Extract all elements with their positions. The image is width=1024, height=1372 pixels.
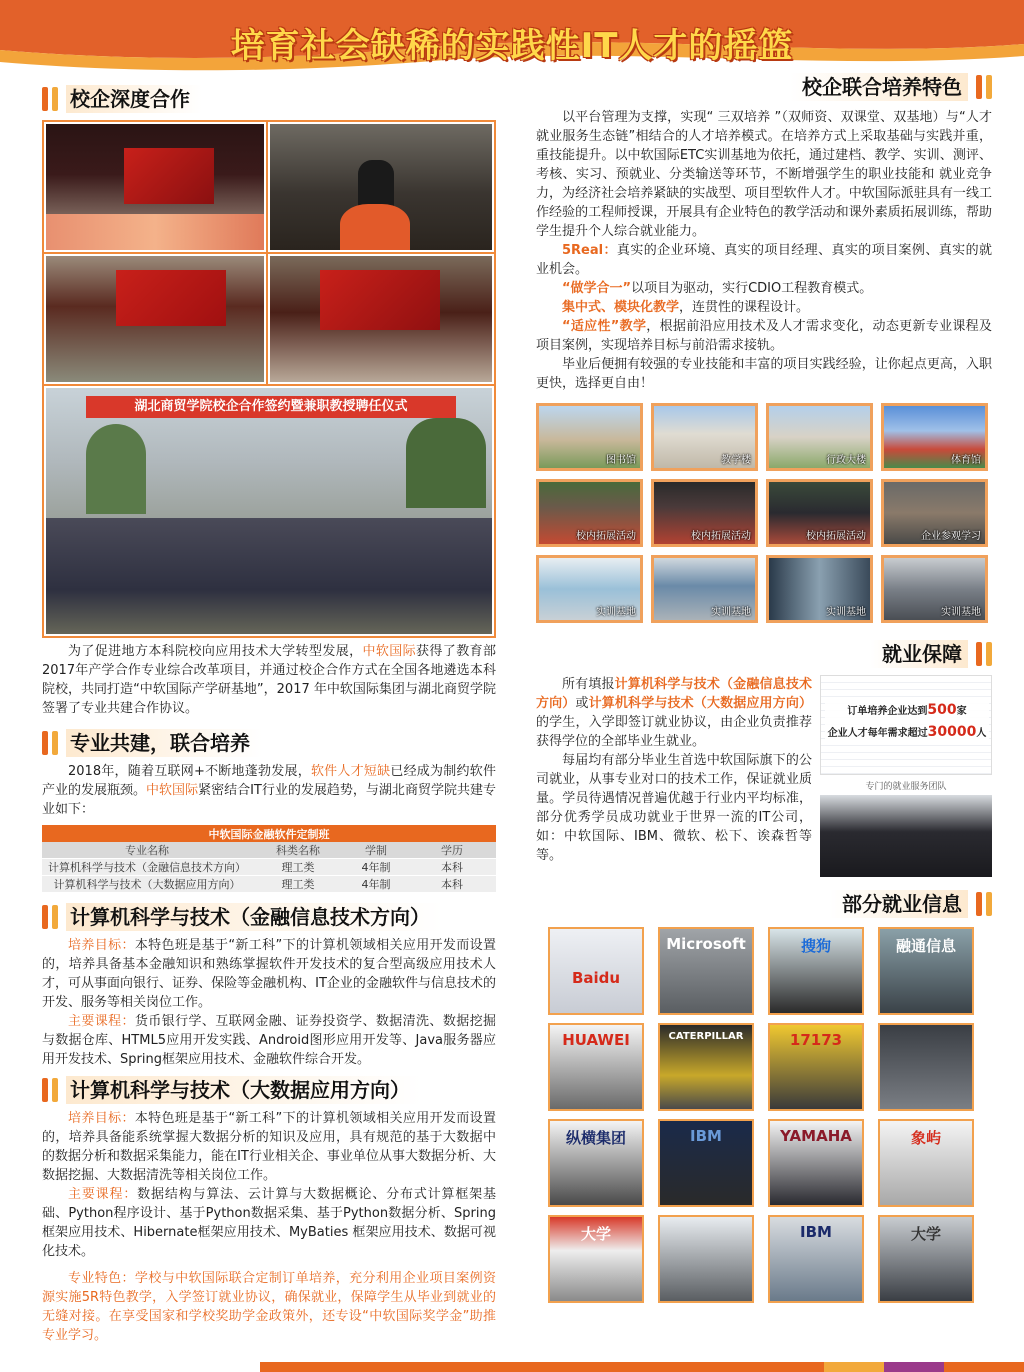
employment-quality-paragraph: 每届均有部分毕业生首选中软国际旗下的公司就业，从事专业对口的技术工作，保证就业质量。学员待遇情况普遍优越于行业内平均标准，部分优秀学员成功就业于世界一流的IT公司，如：中软国际、IBM、微软、松下、诶森哲等等。 [536,753,812,863]
campus-photo: 行政大楼 [766,403,873,471]
section-heading: 校企联合培养特色 [536,72,992,102]
table-header: 学历 [408,842,496,859]
cobuild-paragraph: 2018年，随着互联网+不断地蓬勃发展，软件人才短缺已经成为制约软件产业的发展瓶颈。中软国际紧密结合IT行业的发展趋势，与湖北商贸学院共建专业如下： [42,764,496,817]
photo-signing-left [44,254,266,384]
employment-photo: HUAWEI [548,1023,644,1111]
table-header: 学制 [344,842,408,859]
campus-photo: 校内拓展活动 [766,479,873,547]
section-heading: 就业保障 [536,639,992,669]
page-title: 培育社会缺稀的实践性IT人才的摇篮 [230,26,794,66]
employment-photo: 大学 [548,1215,644,1303]
employment-photo-grid [548,927,992,1303]
employment-photo: 17173 [768,1023,864,1111]
ceremony-banner: 湖北商贸学院校企合作签约暨兼职教授聘任仪式 [86,396,456,418]
employment-photo: 搜狗 [768,927,864,1015]
section-heading: 计算机科学与技术（大数据应用方向） [42,1075,496,1105]
employment-paragraph: 所有填报计算机科学与技术（金融信息技术方向）或计算机科学与技术（大数据应用方向）的学生，入学即签订就业协议，由企业负责推荐获得学位的全部毕业生就业。 [536,677,812,749]
bigdata-goal: 培养目标：本特色班是基于“新工科”下的计算机领域相关应用开发而设置的，培养具备能系统掌握大数据分析的知识及应用，具有规范的基于大数据中的数据分析和数据采集能力，能在IT行业相关企、事业单位从事大数据分析、大数据挖掘、大数据清洗等相关岗位工作。 [42,1111,496,1183]
section-heading: 部分就业信息 [536,889,992,919]
employment-photo: Baidu [548,927,644,1015]
photo-signing-right [268,254,494,384]
right-column [536,72,992,1303]
employment-photo: 纵横集团 [548,1119,644,1207]
photo-ceremony-stage [44,122,266,252]
team-caption: 专门的就业服务团队 [865,782,947,792]
cooperation-paragraph: 为了促进地方本科院校向应用技术大学转型发展，中软国际获得了教育部2017年产学合作专业综合改革项目，并通过校企合作方式在全国各地遴选本科院校，共同打造“中软国际产学研基地”，2017 年中软国际集团与湖北商贸学院签署了专业共建合作协议。 [42,644,496,716]
table-row: 计算机科学与技术（金融信息技术方向） 理工类 4年制 本科 [42,859,496,876]
photo-group-stairs [44,386,494,636]
modular-paragraph: 集中式、模块化教学，连贯性的课程设计。 [562,300,810,315]
table-row: 计算机科学与技术（大数据应用方向） 理工类 4年制 本科 [42,876,496,893]
campus-photo: 企业参观学习 [881,479,988,547]
table-header: 专业名称 [42,842,252,859]
feature-paragraph: 专业特色：学校与中软国际联合定制订单培养，充分利用企业项目案例资源实施5R特色教学，入学签订就业协议，确保就业，保障学生从毕业到就业的无缝对接。在享受国家和学校奖助学金政策外，还专设“中软国际奖学金”助推专业学习。 [42,1271,496,1343]
employment-photo: CATERPILLAR [658,1023,754,1111]
campus-photo: 校内拓展活动 [536,479,643,547]
employment-photo: 象屿 [878,1119,974,1207]
section-heading: 专业共建，联合培养 [42,728,496,758]
campus-photo: 图书馆 [536,403,643,471]
photo-collage [42,120,496,638]
bigdata-courses: 主要课程：数据结构与算法、云计算与大数据概论、分布式计算框架基础、Python程序设计、基于Python数据采集、基于Python数据分析、Spring框架应用技术、Hibernate框架应用技术、MyBaties 框架应用技术、数据可视化技术。 [42,1187,496,1259]
employment-photo: Microsoft [658,927,754,1015]
employment-photo: YAMAHA [768,1119,864,1207]
five-real-paragraph: 5Real：真实的企业环境、真实的项目经理、真实的项目案例、真实的就业机会。 [536,243,992,277]
service-team-photo [820,795,992,877]
employment-photo [878,1023,974,1111]
section-heading: 计算机科学与技术（金融信息技术方向） [42,902,496,932]
campus-photo: 校内拓展活动 [651,479,758,547]
campus-photo: 实训基地 [651,555,758,623]
footer-color-bar [0,1362,1024,1372]
order-documents-image: 订单培养企业达到500家 企业人才每年需求超过30000人 [820,675,992,775]
campus-photo-grid [536,403,992,623]
table-caption: 中软国际金融软件定制班 [42,825,496,842]
training-paragraph: 以平台管理为支撑，实现“ 三双培养 ”（双师资、双课堂、双基地）与“人才就业服务生态链”相结合的人才培养模式。在培养方式上采取基础与实践并重，重技能提升。以中软国际ETC实训基地为依托，通过建档、教学、实训、测评、考核、实习、预就业、分类输送等环节，不断增强学生的职业技能和 就业竞争力，为经济社会培养紧缺的实战型、项目型软件人才。中软国际派驻具有一线工作经验的工程师授课，开展具有企业特色的教学活动和课外素质拓展训练，帮助学生提升个人综合就业能力。 [536,110,992,239]
employment-photo: IBM [768,1215,864,1303]
campus-photo: 实训基地 [881,555,988,623]
graduate-paragraph: 毕业后便拥有较强的专业技能和丰富的项目实践经验，让你起点更高，入职更快，选择更自由！ [536,357,992,391]
campus-photo: 实训基地 [536,555,643,623]
campus-photo: 体育馆 [881,403,988,471]
employment-photo: IBM [658,1119,754,1207]
employment-photo [658,1215,754,1303]
finance-courses: 主要课程：货币银行学、互联网金融、证券投资学、数据清洗、数据挖掘与数据仓库、HTML5应用开发实践、Android图形应用开发等、Java服务器应用开发技术、Spring框架应用技术、金融软件综合开发。 [42,1014,496,1067]
section-heading: 校企深度合作 [42,84,496,114]
finance-goal: 培养目标：本特色班是基于“新工科”下的计算机领域相关应用开发而设置的，培养具备基本金融知识和熟练掌握软件开发技术的复合型高级应用技术人才，可从事面向银行、证券、保险等金融机构、IT企业的金融软件与信息技术的开发、服务等相关岗位工作。 [42,938,496,1010]
campus-photo: 实训基地 [766,555,873,623]
adaptive-paragraph: “适应性”教学，根据前沿应用技术及人才需求变化，动态更新专业课程及项目案例，实现培养目标与前沿需求接轨。 [536,319,992,353]
employment-block [536,675,992,889]
employment-photo: 融通信息 [878,927,974,1015]
major-table [42,825,496,892]
employment-photo: 大学 [878,1215,974,1303]
table-header: 科类名称 [252,842,344,859]
learn-do-paragraph: “做学合一”以项目为驱动，实行CDIO工程教育模式。 [562,281,873,296]
campus-photo: 教学楼 [651,403,758,471]
left-column [42,84,496,1345]
photo-speaker-podium [268,122,494,252]
